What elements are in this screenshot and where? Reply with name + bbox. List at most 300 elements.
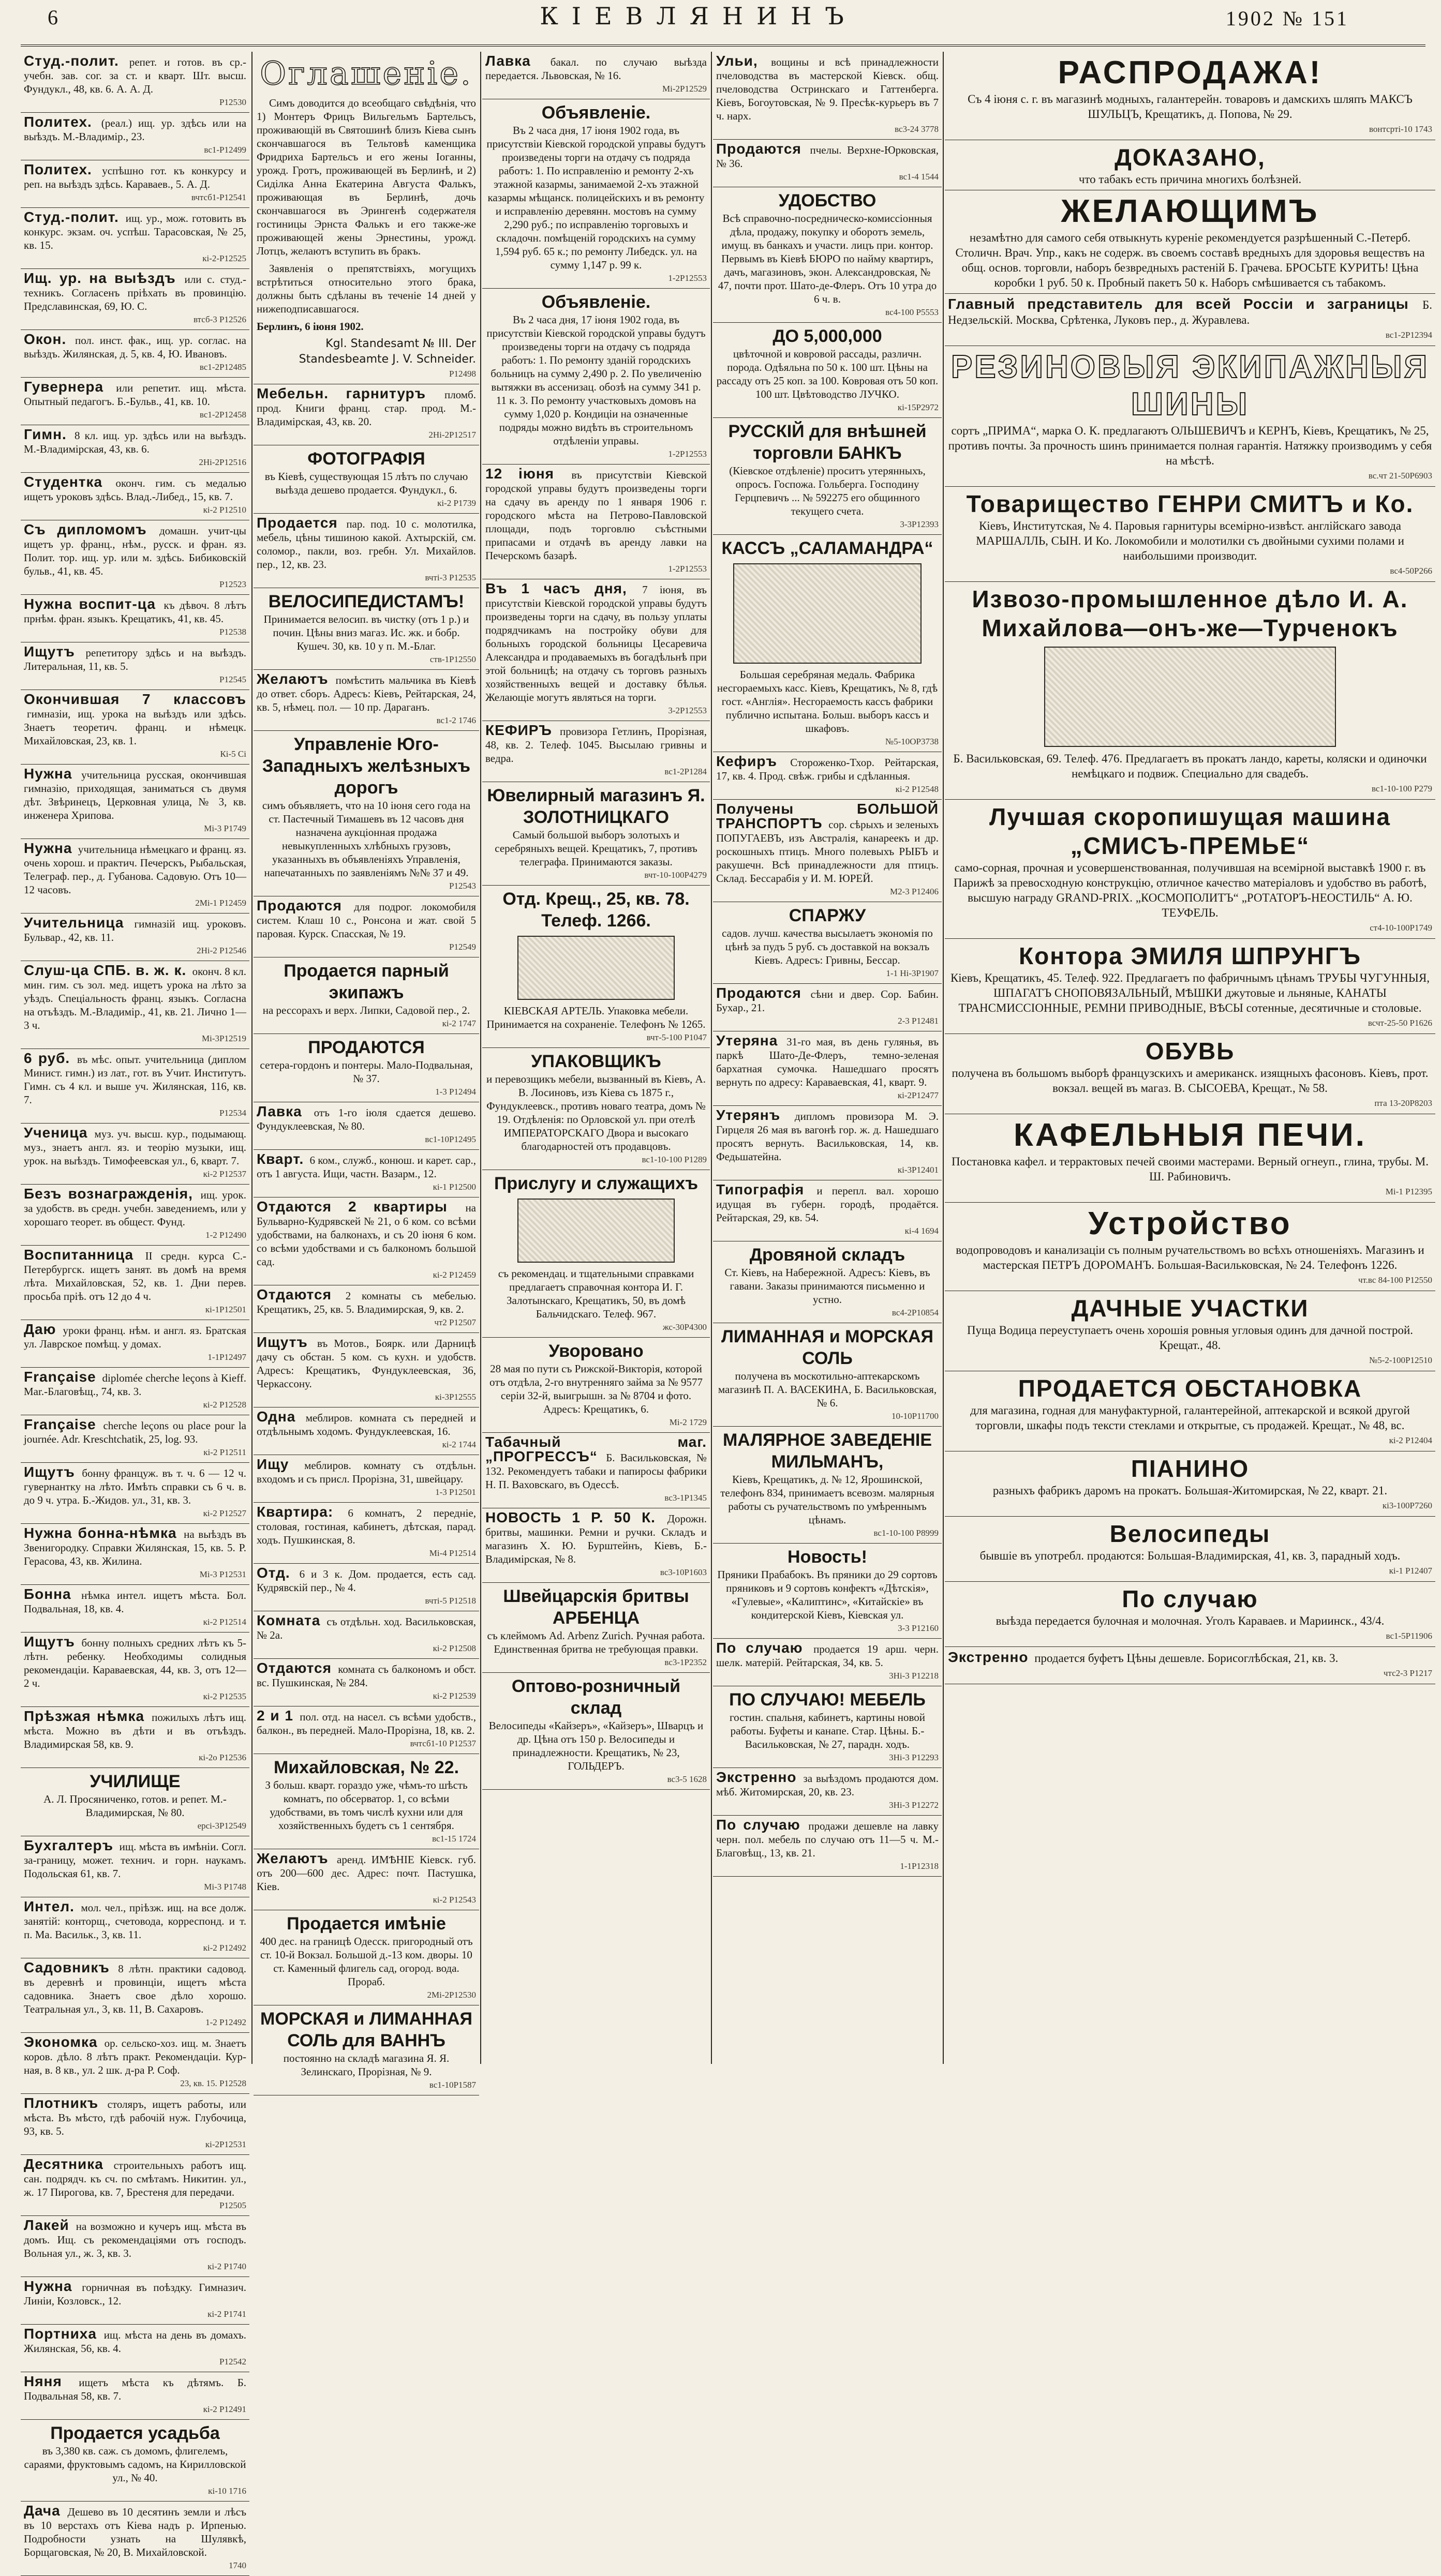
ad-text: Всѣ справочно-посредническо-комиссіонныя дѣла, продажу, покупку и оборотъ земель, имущ. въ банкахъ и участи. лицъ при. контор. Первымъ въ Кіевѣ БЮРО по найму квартиръ, дачъ, магазиновъ, экон. Александровская, № 47, почти прот. Шато-де-Флеръ. Отъ 10 утра до 6 ч. в. bbox=[718, 212, 937, 305]
ad-keyword: Управленіе Юго-Западныхъ желѣзныхъ дорогъ bbox=[262, 735, 471, 798]
ad-code: кі-15Р2972 bbox=[897, 402, 939, 412]
ad-text: Б. Недзельскій. Москва, Срѣтенка, Луковъ пер., д. Журавлева. bbox=[948, 298, 1433, 326]
header-rule bbox=[21, 44, 1425, 47]
ad-code: 2Мі-2Р12530 bbox=[427, 1990, 476, 2000]
ad-code: вс3-1Р1345 bbox=[664, 1493, 707, 1503]
ad-text: бакал. по случаю выѣзда передается. Львовская, № 16. bbox=[485, 56, 707, 82]
classified-ad bbox=[21, 961, 249, 1049]
classified-ad bbox=[21, 2094, 249, 2155]
classified-ad bbox=[482, 1508, 710, 1583]
notice-tail: Заявленія о препятствіяхъ, могущихъ встрѣтиться относительно этого брака, должны быть сдѣланы въ теченіе 14 дней у нижеподписавшагося. bbox=[257, 262, 476, 315]
ad-keyword: Экстренно bbox=[716, 1769, 797, 1785]
ad-keyword: Отд. bbox=[257, 1565, 290, 1581]
ad-code: Р12530 bbox=[219, 97, 246, 107]
ad-keyword: Студентка bbox=[24, 474, 103, 490]
classified-ad bbox=[21, 839, 249, 913]
classified-ad bbox=[482, 1583, 710, 1673]
ad-code: чт2 Р12507 bbox=[434, 1317, 476, 1327]
ad-keyword: Желаютъ bbox=[257, 671, 329, 687]
classified-ad bbox=[482, 52, 710, 99]
ad-code: Мі-2Р12529 bbox=[662, 84, 707, 94]
ad-text: Принимается велосип. въ чистку (отъ 1 р.) и почин. Цѣны вниз магаз. Ис. жк. и бобр. Кушеч. 30, кв. 10 у п. М.-Благ. bbox=[263, 613, 469, 652]
ad-text: продажи дешевле на лавку черн. пол. мебель по случаю отъ 11—5 ч. М.-Благовѣщ., 13, кв. 21. bbox=[716, 1820, 939, 1859]
classified-ad bbox=[21, 2155, 249, 2216]
ad-code: вчті-5 Р12518 bbox=[425, 1596, 476, 1606]
ad-text: 8 кл. ищ. ур. здѣсь или на выѣздъ. М.-Владимірская, 43, кв. 6. bbox=[24, 429, 246, 455]
classified-ad bbox=[945, 1582, 1435, 1647]
notice-signature: Kgl. Standesamt № III. Der Standesbeamte J. V. Schneider. bbox=[299, 337, 476, 366]
ad-keyword: Кефиръ bbox=[716, 753, 777, 769]
classified-ad bbox=[713, 752, 942, 800]
ad-code: 1-2Р12553 bbox=[668, 273, 707, 283]
classified-ad bbox=[21, 52, 249, 113]
ad-text: Въ 2 часа дня, 17 іюня 1902 года, въ присутствіи Кіевской городской управы будутъ произведены торги на отдачу съ подряда работъ: 1. По исправленію и ремонту 2-хъ этажной казармы, занимаемой 2-хъ этажной казармы мѣщанск. полицейскихъ и въ ремонту и исправленію деревянн. мостовъ на сумму 2,290 руб.; по исправленію торговыхъ и складочн. помѣщеній городскихъ на сумму 1,594 руб. 65 к.; по ремонту Либедск. ул. на сумму 1,147 р. 99 к. bbox=[486, 124, 706, 271]
ad-keyword: Прислугу и служащихъ bbox=[494, 1174, 699, 1193]
ad-keyword: Желаютъ bbox=[257, 1850, 329, 1866]
classified-ad bbox=[21, 1368, 249, 1415]
classified-ad bbox=[21, 913, 249, 961]
ad-text: 6 и 3 к. Дом. продается, есть сад. Кудрявскій пер., № 4. bbox=[257, 1568, 477, 1594]
ad-keyword: Ищ. ур. на выѣздъ bbox=[24, 270, 176, 286]
ad-text: оконч. гим. съ медалью ищетъ уроковъ здѣсь. Влад.-Либед., 15, кв. 7. bbox=[24, 477, 247, 503]
ad-keyword: Лучшая скоропишущая машина „СМИСЪ-ПРЕМЬЕ“ bbox=[989, 803, 1391, 859]
ad-code: Р12549 bbox=[449, 942, 476, 952]
ad-code: 2-3 Р12481 bbox=[898, 1016, 939, 1026]
ad-keyword: Плотникъ bbox=[24, 2095, 99, 2111]
ad-text: помѣстить мальчика въ Кіевѣ до ответ. сборъ. Адресъ: Кіевъ, Рейтарская, 24, кв. 5, нѣмец. пол. — 10 пр. Дараганъ. bbox=[257, 674, 476, 713]
ad-keyword: Студ.-полит. bbox=[24, 53, 119, 69]
classified-ad bbox=[945, 1451, 1435, 1517]
classified-ad bbox=[713, 800, 942, 902]
ad-keyword: Велосипеды bbox=[1109, 1520, 1271, 1547]
ad-code: кі-2 1747 bbox=[442, 1019, 476, 1028]
ad-keyword: Окончившая 7 классовъ bbox=[24, 691, 246, 707]
ad-code: ерсі-3Р12549 bbox=[197, 1821, 246, 1831]
ad-code: кі-2 Р12404 bbox=[1389, 1435, 1432, 1445]
classified-ad bbox=[254, 1611, 479, 1659]
ad-code: кі-3Р12401 bbox=[897, 1165, 939, 1175]
ad-text: на выѣздъ въ Звенигородку. Справки Жилянская, 15, кв. 5. Р. Герасова, 43, кв. Жилина. bbox=[24, 1528, 246, 1567]
ad-keyword: Дача bbox=[24, 2503, 61, 2519]
classified-ad bbox=[21, 2277, 249, 2325]
ad-keyword: ПРОДАЕТСЯ ОБСТАНОВКА bbox=[1018, 1375, 1362, 1402]
ad-text: или с. студ.-техникъ. Согласенъ пріѣхать въ провинцію. Предславинская, 69, Ю. С. bbox=[24, 273, 247, 312]
ad-code: чт.вс 84-100 Р12550 bbox=[1358, 1275, 1432, 1285]
ad-keyword: Продаются bbox=[716, 985, 801, 1001]
ad-code: 1-2Р12553 bbox=[668, 449, 707, 459]
classified-ad bbox=[945, 346, 1435, 487]
classified-ad bbox=[482, 99, 710, 289]
column-divider bbox=[251, 52, 252, 2064]
classified-ad bbox=[482, 721, 710, 782]
ad-keyword: Ювелирный магазинъ Я. ЗОЛОТНИЦКАГО bbox=[487, 786, 705, 827]
ad-code: кі-2Р12477 bbox=[897, 1090, 939, 1100]
ad-code: чтс2-3 Р1217 bbox=[1383, 1668, 1432, 1678]
ad-text: незамѣтно для самого себя отвыкнуть куреніе рекомендуется разрѣшенный С.-Петерб. Столичн. Врач. Упр., какъ не содерж. въ своемъ составѣ вредныхъ для здоровья веществъ на общ. основ. торговли, наборъ безвредныхъ растеній Б. Грачева. БРОСЬТЕ КУРИТЬ! Цѣна коробки 1 руб. 50 к. Пробный пакетъ 50 к. Наборъ смѣшивается съ табакомъ. bbox=[955, 231, 1425, 289]
classified-ad bbox=[21, 765, 249, 839]
notice-code: Р12498 bbox=[449, 369, 476, 379]
ad-text: само-сорная, прочная и усовершенствованная, получившая на всемірной выставкѣ 1900 г. въ Парижѣ за превосходную конструкцію, отличное качество матеріаловъ и удобство въ работѣ, высшую награду GRAND-PRIX. „КОСМОПОЛИТЪ“ „РОТАТОРЪ-НЕОСТИЛЬ“ А. Ю. ТЕУФЕЛЬ. bbox=[953, 861, 1427, 919]
ad-text: въ Кіевѣ, существующая 15 лѣтъ по случаю выѣзда дешево продается. Фундукл., 6. bbox=[264, 470, 468, 496]
ad-text: Кіевъ, Крещатикъ, д. № 12, Ярошинской, телефонъ 834, принимаетъ всевозм. малярныя работы съ ручательствомъ по умѣреннымъ цѣнамъ. bbox=[720, 1473, 934, 1526]
ad-text: къ дѣвоч. 8 лѣтъ прнѣм. фран. языкъ. Крещатикъ, 41, кв. 45. bbox=[24, 599, 247, 625]
classified-ad bbox=[713, 1180, 942, 1241]
classified-ad bbox=[713, 1106, 942, 1180]
classified-ad bbox=[254, 1197, 479, 1285]
ad-code: кі-2 Р12535 bbox=[203, 1691, 246, 1701]
ad-code: кі-4 1694 bbox=[904, 1226, 939, 1236]
ad-code: кі-2Р12531 bbox=[205, 2139, 246, 2149]
ad-code: кі-2 Р12528 bbox=[203, 1400, 246, 1410]
ad-keyword: Française bbox=[24, 1369, 96, 1385]
column-2 bbox=[254, 52, 479, 2090]
ad-code: №5-2-100Р12510 bbox=[1369, 1355, 1432, 1365]
ad-keyword: Даю bbox=[24, 1321, 56, 1337]
ad-keyword: Комната bbox=[257, 1612, 321, 1628]
ad-keyword: Садовникъ bbox=[24, 1959, 110, 1975]
classified-ad bbox=[21, 2420, 249, 2502]
ad-keyword: ПРОДАЮТСЯ bbox=[308, 1038, 425, 1057]
ad-keyword: Экстренно bbox=[948, 1649, 1029, 1665]
ad-text: diplomée cherche leçons à Kieff. Mar.-Благовѣщ., 74, кв. 3. bbox=[24, 1372, 246, 1398]
classified-ad bbox=[254, 1333, 479, 1407]
classified-ad bbox=[945, 1517, 1435, 1582]
ad-code: вс4-2Р10854 bbox=[892, 1308, 939, 1317]
classified-ad bbox=[945, 294, 1435, 346]
ad-code: 2Ні-2Р12516 bbox=[199, 457, 246, 467]
classified-ad bbox=[254, 514, 479, 588]
classified-ad bbox=[21, 2216, 249, 2277]
ad-text: пломб. прод. Книги франц. стар. прод. М.-Владимірская, 43, кв. 20. bbox=[257, 388, 476, 428]
ad-text: муз. уч. высш. кур., подымающ. муз., знаетъ англ. яз. и теорію музыки, ищ. урок. на выѣздъ. Тимофеевская ул., 6, кварт. 7. bbox=[24, 1128, 247, 1167]
classified-ad bbox=[482, 1048, 710, 1170]
ad-keyword: Лакей bbox=[24, 2217, 69, 2233]
ad-code: ст4-10-100Р1749 bbox=[1370, 923, 1432, 933]
classified-ad bbox=[482, 886, 710, 1048]
column-3 bbox=[482, 52, 710, 2064]
classified-ad bbox=[945, 1203, 1435, 1291]
classified-ad bbox=[713, 1031, 942, 1106]
classified-ad bbox=[482, 1673, 710, 1790]
engraving-illustration bbox=[517, 1199, 675, 1263]
ad-keyword: Объявленіе. bbox=[541, 292, 651, 312]
ad-code: 1740 bbox=[229, 2560, 246, 2570]
ad-text: на возможно и кучеръ ищ. мѣста въ домъ. Ищ. съ рекомендаціями отъ господъ. Вольная ул., ж. 3, кв. 3. bbox=[24, 2220, 247, 2259]
ad-text: пчелы. Верхне-Юрковская, № 36. bbox=[716, 144, 939, 170]
ad-keyword: Прѣзжая нѣмка bbox=[24, 1708, 145, 1724]
ad-keyword: КАССЪ „САЛАМАНДРА“ bbox=[721, 538, 933, 558]
classified-ad bbox=[21, 330, 249, 378]
classified-ad bbox=[21, 520, 249, 595]
ad-keyword: Получены БОЛЬШОЙ ТРАНСПОРТЪ bbox=[716, 801, 939, 831]
classified-ad bbox=[21, 1768, 249, 1836]
ad-text: продается 19 арш. черн. шелк. матерій. Рейтарская, 34, кв. 5. bbox=[716, 1643, 939, 1669]
classified-ad bbox=[945, 52, 1435, 140]
engraving-illustration bbox=[517, 936, 675, 1000]
ad-text: или репетит. ищ. мѣста. Опытный педагогъ. Б.-Бульв., 41, кв. 10. bbox=[24, 382, 247, 408]
ad-text: Б. Васильковская, № 132. Рекомендуетъ табаки и папиросы фабрики Н. П. Ваховскаго, въ Одессѣ. bbox=[485, 1451, 707, 1491]
ad-text: КІЕВСКАЯ АРТЕЛЬ. Упаковка мебели. Принимается на сохраненіе. Телефонъ № 1265. bbox=[486, 1005, 706, 1030]
classified-ad bbox=[21, 2033, 249, 2094]
classified-ad bbox=[21, 269, 249, 330]
ad-code: кі-2 Р12548 bbox=[895, 784, 939, 794]
ad-code: 3-3Р12393 bbox=[900, 519, 939, 529]
ad-text: горничная въ поѣздку. Гимназич. Линіи, Козловск., 12. bbox=[24, 2281, 247, 2307]
ad-text: для подрог. локомобиля систем. Клаш 10 с., Ронсона и жат. свой 5 паровая. Курск. Спасская, № 19. bbox=[257, 901, 477, 940]
ad-text: Велосипеды «Кайзеръ», «Кайзеръ», Шварцъ и др. Цѣна отъ 150 р. Велосипеды и принадлежности. Крещатикъ, № 23, ГОЛЬДЕРЪ. bbox=[488, 1719, 704, 1772]
ad-text: вощины и всѣ принадлежности пчеловодства въ мастерской Кіевск. общ. пчеловодства Остринскаго и Гаттенберга. Кіевъ, Богоутовская, № 9. Пресѣк-курьеръ въ 7 ч. нарх. bbox=[716, 56, 939, 122]
ad-keyword: ЖЕЛАЮЩИМЪ bbox=[1061, 193, 1319, 229]
classified-ad bbox=[21, 1415, 249, 1463]
ad-text: симъ объявляетъ, что на 10 іюня сего года на ст. Пастечный Тимашевъ въ 12 часовъ дня назначена аукціонная продажа невыкупленныхъ хлѣбныхъ грузовъ, указанныхъ въ объявленіяхъ Управленія, напечатанныхъ по заявленіямъ №№ 37 и 49. bbox=[262, 799, 471, 879]
ad-keyword: ОБУВЬ bbox=[1145, 1038, 1235, 1065]
ad-text: съ отдѣльн. ход. Васильковская, № 2а. bbox=[257, 1615, 476, 1641]
classified-ad bbox=[21, 2502, 249, 2576]
ad-keyword: Продается bbox=[257, 515, 338, 531]
classified-ad bbox=[21, 1958, 249, 2033]
page-number: 6 bbox=[48, 6, 58, 29]
ad-code: вс1-2Р1284 bbox=[664, 767, 707, 776]
ad-keyword: Бухгалтеръ bbox=[24, 1837, 114, 1853]
ad-code: всчт-25-50 Р1626 bbox=[1368, 1018, 1432, 1028]
ad-keyword: РЕЗИНОВЫЯ ЭКИПАЖНЫЯ ШИНЫ bbox=[950, 349, 1430, 422]
classified-ad bbox=[713, 1544, 942, 1639]
ad-keyword: ДАЧНЫЕ УЧАСТКИ bbox=[1071, 1295, 1309, 1322]
ad-keyword: Извозо-промышленное дѣло И. А. Михайлова—онъ-же—Турченокъ bbox=[972, 586, 1408, 641]
ad-code: вс1-10-100 Р8999 bbox=[873, 1528, 939, 1538]
notice-body: Симъ доводится до всеобщаго свѣдѣнія, что 1) Монтеръ Фрицъ Вильгельмъ Бартельсъ, проживающій въ Святошинѣ близъ Кіева сынъ скончавшагося въ Тельтовѣ каменщика Фридриха Бартельсъ и его жены Іоганны, урожд. Гротъ, проживающей въ Берлинѣ, и 2) Сиділка Анна Екатерина Августа Фалькъ, проживающая въ Берлинѣ, дочь скончавшагося въ Эрингенѣ содержателя гостиницы Эрнста Фалькъ и его также-же проживающей жены Эрнестины, урожд. Лотцъ, желаютъ вступить въ бракъ. bbox=[257, 97, 476, 257]
ad-keyword: Устройство bbox=[1088, 1206, 1292, 1241]
ad-keyword: Продается имѣніе bbox=[287, 1914, 446, 1934]
ad-keyword: Квартира: bbox=[257, 1504, 334, 1520]
ad-code: 23, кв. 15. Р12528 bbox=[180, 2078, 246, 2088]
ad-keyword: Экономка bbox=[24, 2034, 98, 2050]
ad-text: въ 3,380 кв. саж. съ домомъ, флигелемъ, сараями, фруктовымъ садомъ, на Кирилловской ул., № 40. bbox=[24, 2445, 246, 2484]
ad-text: водопроводовъ и канализаціи съ полным ручательствомъ во всѣхъ отношеніяхъ. Магазинъ и мастерская ПЕТРЪ ДОРОМАНЪ. Большая-Васильковская, № 24. Телефонъ 1226. bbox=[956, 1244, 1424, 1271]
column-divider bbox=[711, 52, 712, 2064]
issue-number: 1902 № 151 bbox=[1225, 7, 1349, 30]
carriage-illustration bbox=[1044, 647, 1336, 747]
classified-ad bbox=[482, 465, 710, 579]
ad-keyword: КАФЕЛЬНЫЯ ПЕЧИ. bbox=[1014, 1117, 1366, 1153]
ad-text: въ Мотов., Боярк. или Дарницѣ дачу съ обстан. 5 ком. съ кухн. и удобств. Адресъ: Крещатикъ, Фундуклеевская, 36, Черкассону. bbox=[257, 1337, 476, 1390]
ad-code: кі-2 Р12459 bbox=[433, 1270, 476, 1280]
classified-ad bbox=[945, 939, 1435, 1034]
ad-text: успѣшно гот. къ конкурсу и реп. на выѣздъ здѣсь. Караваев., 5. А. Д. bbox=[24, 164, 246, 190]
ad-code: 2Ні-2 Р12546 bbox=[197, 946, 246, 955]
ad-code: вс3-10Р1603 bbox=[660, 1567, 707, 1577]
classified-ad bbox=[713, 1427, 942, 1544]
ad-keyword: РАСПРОДАЖА! bbox=[1058, 55, 1323, 91]
classified-ad bbox=[254, 384, 479, 445]
classified-ad bbox=[713, 984, 942, 1031]
ad-text: для магазина, годная для мануфактурной, галантерейной, аптекарской и всякой другой торговли, шкафы подъ тексти стеклами и открытые, съ продажей. Крещат., № 48, вс. bbox=[970, 1404, 1410, 1432]
classified-ad bbox=[21, 1633, 249, 1707]
ad-text: (реал.) ищ. ур. здѣсь или на выѣздъ. М.-Владимір., 23. bbox=[24, 117, 247, 143]
ad-text: 6 комнатъ, 2 передніе, столовая, гостиная, кабинетъ, дѣтская, парад. ходъ. Пушкинская, 8. bbox=[257, 1507, 476, 1546]
ad-code: кі-2 Р12511 bbox=[203, 1447, 246, 1457]
ad-keyword: СПАРЖУ bbox=[789, 906, 866, 925]
ad-keyword: Безъ вознагражденія, bbox=[24, 1186, 193, 1202]
ad-keyword: Интел. bbox=[24, 1898, 75, 1914]
ad-keyword: Дровяной складъ bbox=[749, 1245, 905, 1265]
ad-keyword: По случаю bbox=[716, 1817, 800, 1833]
ad-text: учительница русская, окончившая гимназію, приходящая, заниматься съ двумя дѣт. Звѣринецъ, Церковная улица, № 3, кв. инженера Хрипова. bbox=[24, 769, 246, 821]
ad-text: Дорожн. бритвы, машинки. Ремни и ручки. Складъ и магазинъ Х. Ю. Бурштейнъ, Кіевъ, Б.-Владимірская, № 8. bbox=[485, 1512, 707, 1565]
notice-place: Берлинъ, 6 іюня 1902. bbox=[257, 320, 364, 333]
ad-code: вчтсб1-Р12541 bbox=[191, 192, 246, 202]
ad-keyword: Швейцарскія бритвы АРБЕНЦА bbox=[503, 1586, 689, 1628]
ad-code: 1-2 Р12490 bbox=[205, 1230, 246, 1240]
ad-code: 3-3 Р12160 bbox=[898, 1623, 939, 1633]
ad-keyword: Ищутъ bbox=[24, 1464, 75, 1480]
ad-text: 2 комнаты съ мебелью. Крещатикъ, 25, кв. 5. Владимирская, 9, кв. 2. bbox=[257, 1290, 477, 1315]
column-2-ads bbox=[254, 384, 479, 2095]
ad-text: постоянно на складѣ магазина Я. Я. Зелинскаго, Прорізная, № 9. bbox=[283, 2052, 450, 2078]
ad-code: Р12505 bbox=[219, 2200, 246, 2210]
classified-ad bbox=[21, 1463, 249, 1524]
ad-text: (Кіевское отдѣленіе) проситъ утерянныхъ, опросъ. Госпожа. Гольберга. Господину Герцпевичъ ... № 592275 его общинного текущего счета. bbox=[729, 465, 926, 517]
ad-code: кі-10 1716 bbox=[208, 2486, 246, 2496]
ad-keyword: Гимн. bbox=[24, 426, 67, 442]
newspaper-title: КІЕВЛЯНИНЪ bbox=[540, 2, 857, 30]
ad-keyword: Продаются bbox=[716, 141, 801, 157]
ad-keyword: МАЛЯРНОЕ ЗАВЕДЕНІЕ МИЛЬМАНЪ, bbox=[722, 1430, 932, 1472]
ad-code: вчті-3 Р12535 bbox=[425, 573, 476, 582]
classified-ad bbox=[254, 1564, 479, 1611]
column-divider bbox=[480, 52, 481, 2064]
ad-code: вс1-10-100 Р1289 bbox=[642, 1155, 707, 1164]
classified-ad bbox=[482, 1338, 710, 1433]
classified-ad bbox=[21, 1124, 249, 1185]
ad-text: бонну полныхъ средних лѣтъ къ 5-лѣтн. ребенку. Необходимы солидныя рекомендаціи. Караваевская, 44, кв. 3, отъ 12—2 ч. bbox=[24, 1637, 246, 1689]
ad-keyword: Продается парный экипажъ bbox=[284, 961, 449, 1002]
ad-text: пол. отд. на насел. съ всѣми удобств., балкон., въ передней. Мало-Прорізна, 18, кв. 2. bbox=[257, 1711, 476, 1736]
ad-keyword: Десятника bbox=[24, 2156, 103, 2172]
ad-text: на Бульварно-Кудрявскей № 21, о 6 ком. со всѣми удобствами, на балконахъ, и съ 20 іюня 6 ком. со всѣми удобствами и съ балкономъ большой сад. bbox=[257, 1202, 476, 1268]
classified-ad bbox=[254, 896, 479, 957]
ad-code: вс1-Р12499 bbox=[204, 145, 246, 155]
ad-text: сор. сѣрыхъ и зеленыхъ ПОПУГАЕВЪ, изъ Австралія, канареекъ и др. роскошныхъ птицъ. Много полевыхъ РЫБЪ и ракушечн. Всѣ принадлежности для птицъ. Склад. Бессарабія у И. М. ЮРЕЙ. bbox=[716, 818, 939, 885]
ad-text: Постановка кафел. и террактовых печей своими мастерами. Верный огнеуп., глина, трубы. М. Ш. Рабиновичъ. bbox=[952, 1155, 1429, 1183]
classified-ad bbox=[254, 588, 479, 670]
ad-text: оконч. 8 кл. мин. гим. съ зол. мед. ищетъ урока на лѣто за уѣздъ. Спеціальность франц. языкъ. Согласна на отъѣздъ. М.-Владимір., 41, кв. 21. Лично 1—3 ч. bbox=[24, 965, 246, 1031]
ad-text: Въ 2 часа дня, 17 іюня 1902 года, въ присутствіи Кіевской городской управы будутъ произведены торги на отдачу съ подряда работъ: 1. По ремонту зданій городскихъ больницъ на сумму 2,490 р. 2. По увеличенію вытяжки въ ассенизац. обозѣ на сумму 341 р. 11 к. 3. По ремонту участковыхъ домовъ на сумму 1,020 р. Кондиціи на означенные подряды можно видѣть въ строительномъ отдѣленіи управы. bbox=[486, 313, 706, 447]
classified-ad bbox=[254, 1910, 479, 2005]
classified-ad bbox=[254, 1407, 479, 1455]
ad-text: столяръ, ищетъ работы, или мѣста. Въ мѣсто, гдѣ рабочій нуж. Глубочица, 93, кв. 5. bbox=[24, 2098, 246, 2137]
classified-ad bbox=[254, 1503, 479, 1564]
ad-keyword: Лавка bbox=[257, 1103, 302, 1119]
column-1 bbox=[21, 52, 249, 2570]
ad-code: кі-2 Р1740 bbox=[207, 2262, 246, 2271]
ad-code: Мі-3 Р1749 bbox=[204, 823, 246, 833]
classified-ad bbox=[254, 1754, 479, 1849]
ad-keyword: Учительница bbox=[24, 915, 124, 931]
classified-ad bbox=[713, 1241, 942, 1323]
ad-text: уроки франц. нѣм. и англ. яз. Братская ул. Лаврское помѣщ. у домах. bbox=[24, 1324, 247, 1350]
ad-keyword: Утерянъ bbox=[716, 1107, 781, 1123]
ad-text: Б. Васильковская, 69. Телеф. 476. Предлагаетъ въ прокатъ ландо, кареты, коляски и одиночки немѣцкаго и подвиж. Специально для свадебъ. bbox=[953, 752, 1427, 780]
ad-keyword: Въ 1 часъ дня, bbox=[485, 580, 627, 596]
ad-text: на рессорахъ и верх. Липки, Садовой пер., 2. bbox=[262, 1004, 470, 1016]
ad-code: вс1-4 1544 bbox=[899, 172, 939, 182]
ad-code: Р12538 bbox=[219, 627, 246, 637]
ad-text: бонну француж. въ т. ч. 6 — 12 ч. гувернантку на лѣто. Имѣть справки съ 6 ч. в. до 9 ч. утра. Б.-Жидов. ул., 31, кв. 3. bbox=[24, 1467, 246, 1506]
ad-keyword: Отд. Крещ., 25, кв. 78. Телеф. 1266. bbox=[502, 889, 690, 931]
ad-keyword: КЕФИРЪ bbox=[485, 722, 552, 738]
ad-keyword: Табачный маг. „ПРОГРЕССЪ“ bbox=[485, 1434, 707, 1464]
ad-code: №5-10ОР3738 bbox=[885, 737, 939, 746]
ad-code: кі-2 Р1739 bbox=[437, 498, 476, 508]
ad-code: 10-10Р11700 bbox=[892, 1411, 939, 1421]
ad-keyword: Типографія bbox=[716, 1181, 805, 1197]
ad-text: мол. чел., пріѣзж. ищ. на все долж. занятій: конторщ., счетовода, корреспонд. и т. п. Ма. Васильк., 3, кв. 11. bbox=[24, 1901, 247, 1941]
ad-keyword: Мебельн. гарнитуръ bbox=[257, 385, 426, 401]
ad-keyword: УПАКОВЩИКЪ bbox=[531, 1052, 661, 1071]
classified-ad bbox=[21, 1320, 249, 1368]
ad-text: съ клеймомъ Ad. Arbenz Zurich. Ручная работа. Единственная бритва не требующая правки. bbox=[487, 1629, 705, 1655]
ad-code: 1-1Р12318 bbox=[900, 1861, 939, 1871]
ad-code: кі3-100Р7260 bbox=[1382, 1501, 1432, 1510]
ad-keyword: МОРСКАЯ и ЛИМАННАЯ СОЛЬ для ВАННЪ bbox=[260, 2009, 472, 2050]
ad-text: отъ 1-го іюля сдается дешево. Фундуклеевская, № 80. bbox=[257, 1106, 477, 1132]
ad-code: вонтсрті-10 1743 bbox=[1369, 124, 1432, 134]
ad-text: ищетъ мѣста къ дѣтямъ. Б. Подвальная 58, кв. 7. bbox=[24, 2376, 246, 2402]
ad-keyword: Ищутъ bbox=[24, 1634, 75, 1650]
ad-text: меблиров. комнату съ отдѣльн. входомъ и съ присл. Прорізна, 31, швейцару. bbox=[257, 1459, 477, 1485]
classified-ad bbox=[482, 1170, 710, 1338]
ad-text: Пряники Прабабокъ. Въ пряники до 29 сортовъ пряниковъ и 9 сортовъ конфектъ «Дѣтскія», «Гулевые», «Калиптинс», «Китайскіе» въ кондитерской Кіевъ, Кіевская ул. bbox=[717, 1568, 938, 1621]
ad-text: Большая серебряная медаль. Фабрика несгораемыхъ касс. Кіевъ, Крещатикъ, № 8, гдѣ гост. «Англія». Несгораемость кассъ фабрики публично испытана. Больш. выборъ кассъ и шкафовъ. bbox=[717, 668, 938, 735]
classified-ad bbox=[945, 1114, 1435, 1203]
ad-text: 7 іюня, въ присутствіи Кіевской городской управы будутъ произведены торги на сдачу, въ пользу уплаты подрядчикамъ на постройку обуви для больныхъ городской больницы Цесаревича Александра и продаваемыхъ въ богадѣльнѣ при этой больницѣ; на отдачу съ торговъ разныхъ хозяйственныхъ вещей и доставку бѣлья. Желающіе могутъ являться на торги. bbox=[485, 583, 707, 703]
classified-ad bbox=[21, 1246, 249, 1320]
ad-code: Мі-3Р12519 bbox=[202, 1034, 246, 1043]
ad-text: сѣни и двер. Сор. Бабин. Бухар., 21. bbox=[716, 988, 939, 1014]
ad-code: кі-2 Р12492 bbox=[203, 1943, 246, 1953]
ad-keyword: Студ.-полит. bbox=[24, 209, 119, 225]
ad-text: цвѣточной и ковровой рассады, различн. порода. Одѣяльна по 50 к. 100 шт. Цѣны на рассаду отъ 25 коп. за 100. Ковровая отъ 50 коп. 100 шт. Цвѣтоводство ЛУЧКО. bbox=[716, 348, 939, 400]
ad-text: получена въ большомъ выборѣ французскихъ и американск. изящныхъ фасоновъ. Кіевъ, прот. вокзал. вещей въ магаз. В. СЫСОЕВА, Крещат., № 58. bbox=[952, 1067, 1429, 1095]
ad-keyword: РУССКІЙ для внѣшней торговли БАНКЪ bbox=[728, 422, 927, 463]
ad-code: 1-2 Р12492 bbox=[205, 2017, 246, 2027]
ad-keyword: Française bbox=[24, 1416, 96, 1432]
marriage-notice bbox=[254, 52, 479, 384]
ad-code: кі-2о Р12536 bbox=[199, 1753, 246, 1762]
classified-ad bbox=[945, 140, 1435, 190]
ad-code: вс1-5Р11906 bbox=[1386, 1631, 1432, 1641]
classified-ad bbox=[254, 1455, 479, 1503]
ad-keyword: УДОБСТВО bbox=[778, 191, 877, 211]
ad-keyword: По случаю bbox=[1122, 1585, 1258, 1612]
ad-text: 31-го мая, въ день гулянья, въ паркѣ Шато-Де-Флеръ, темно-зеленая бархатная сумочка. Нашедшаго просятъ вернуть по адресу: Караваевская, 41, кварт. 9. bbox=[716, 1036, 939, 1088]
ad-code: вс1-2Р12394 bbox=[1385, 330, 1432, 340]
ad-text: получена въ москотильно-аптекарскомъ магазинѣ П. А. ВАСЕКИНА, Б. Васильковская, № 6. bbox=[718, 1370, 937, 1409]
classified-ad bbox=[945, 1647, 1435, 1684]
classified-ad bbox=[713, 535, 942, 752]
ad-code: кі-2 Р12539 bbox=[433, 1691, 476, 1701]
ad-code: вс3-1Р2352 bbox=[664, 1657, 707, 1667]
ad-code: вс1-2Р12458 bbox=[199, 410, 246, 420]
ad-code: кі-2 Р12491 bbox=[203, 2404, 246, 2414]
ad-text: сетера-гордонъ и понтеры. Мало-Подвальная, № 37. bbox=[260, 1059, 473, 1085]
ad-code: Мі-2 1729 bbox=[669, 1417, 707, 1427]
ad-keyword: Контора ЭМИЛЯ ШПРУНГЪ bbox=[1019, 942, 1361, 969]
ad-keyword: Отдаются 2 квартиры bbox=[257, 1199, 448, 1215]
classified-ad bbox=[21, 1897, 249, 1958]
ad-keyword: 6 руб. bbox=[24, 1050, 70, 1066]
